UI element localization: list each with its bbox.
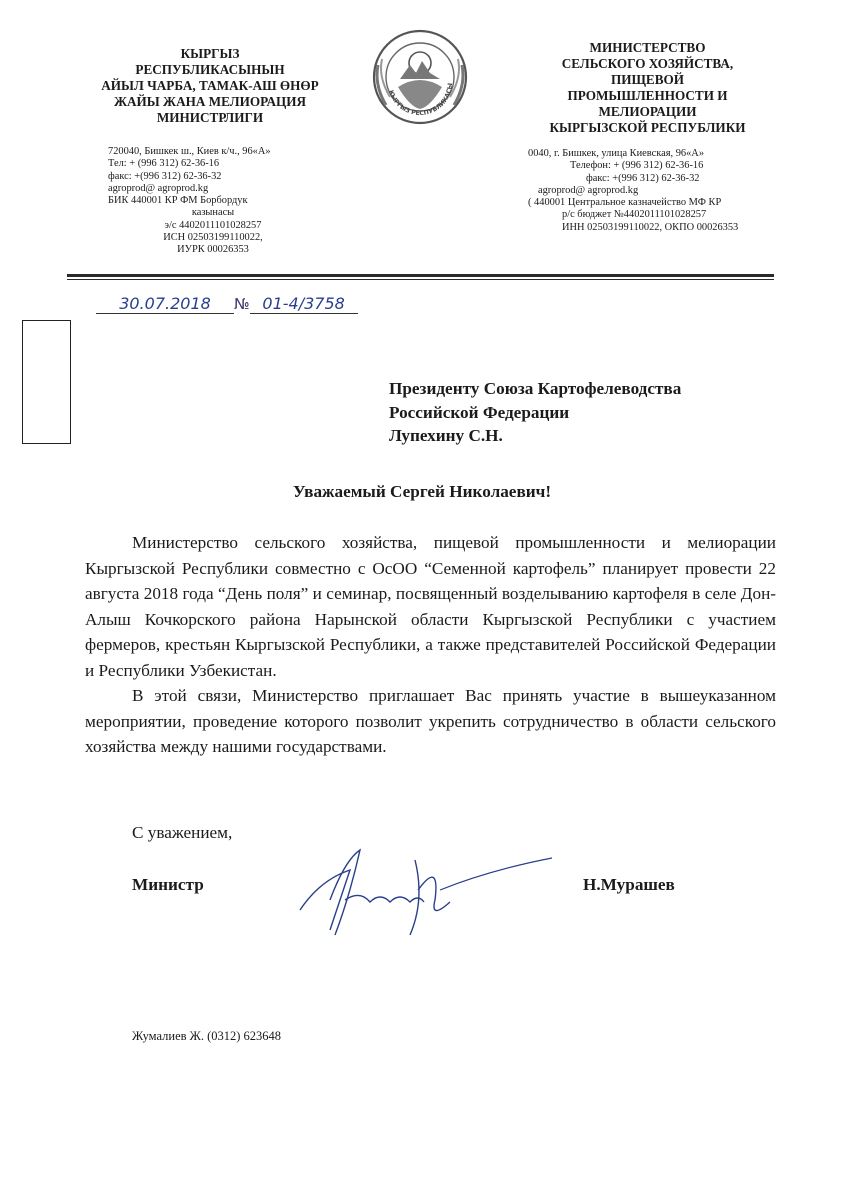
addressee-block [389, 377, 681, 448]
address-line: 720040, Бишкек ш., Киев к/ч., 96«А» [108, 146, 271, 157]
address-line: ИСН 02503199110022, [163, 232, 263, 244]
address-line: факс: +(996 312) 62-36-32 [586, 172, 700, 184]
stamp-box [22, 320, 71, 444]
executor-contact: Жумалиев Ж. (0312) 623648 [132, 1029, 282, 1043]
org-line: АЙЫЛ ЧАРБА, ТАМАК-АШ ӨНӨР [101, 78, 319, 93]
address-line: agroprod@ agroprod.kg [538, 184, 639, 196]
org-line: МИНИСТРЛИГИ [156, 110, 264, 125]
registration-line [96, 294, 358, 314]
org-line: КЫРГЫЗСКОЙ РЕСПУБЛИКИ [549, 120, 746, 135]
state-emblem-icon [370, 25, 470, 129]
address-line: Телефон: + (996 312) 62-36-16 [570, 160, 704, 172]
signatory-name: Н.Мурашев [583, 875, 675, 894]
address-line: ИУРК 00026353 [177, 244, 249, 256]
registration-number: 01-4/3758 [250, 294, 358, 314]
address-block-kyrgyz [108, 146, 318, 257]
header-divider-thin [67, 279, 774, 280]
closing: С уважением, [132, 823, 233, 842]
org-line: СЕЛЬСКОГО ХОЗЯЙСТВА, [561, 56, 734, 71]
registration-date: 30.07.2018 [96, 294, 234, 314]
org-name-russian [515, 40, 780, 136]
body-paragraph: В этой связи, Министерство приглашает Вас принять участие в вышеуказанном мероприятии, проведение которого позволит укрепить сотрудничество в области сельского хозяйства между нашими государствами. [85, 686, 776, 756]
org-line: МЕЛИОРАЦИИ [598, 104, 697, 119]
address-line: Тел: + (996 312) 62-36-16 [108, 158, 220, 170]
header-divider [67, 274, 774, 277]
number-sign: № [234, 295, 250, 313]
org-line: ПИЩЕВОЙ [610, 72, 685, 87]
org-line: РЕСПУБЛИКАСЫНЫН [135, 62, 285, 77]
org-line: КЫРГЫЗ [180, 46, 240, 61]
address-line: agroprod@ agroprod.kg [108, 182, 209, 194]
org-line: ЖАЙЫ ЖАНА МЕЛИОРАЦИЯ [113, 94, 307, 109]
body-paragraph: Министерство сельского хозяйства, пищевой промышленности и мелиорации Кыргызской Республики совместно с ОсОО “Семенной картофель” планирует провести 22 августа 2018 года “День поля” и семинар, посвященный возделыванию картофеля в селе Дон-Алыш Кочкорского района Нарынской области Кыргызской Республики с участием фермеров, крестьян Кыргызской Республики, а также представителей Российской Федерации и Республики Узбекистан. [85, 533, 776, 680]
address-line: э/с 4402011101028257 [164, 219, 262, 231]
address-line: ИНН 02503199110022, ОКПО 00026353 [562, 221, 739, 233]
addressee-line: Российской Федерации [389, 402, 570, 422]
org-line: МИНИСТЕРСТВО [589, 40, 706, 55]
address-line: 0040, г. Бишкек, улица Киевская, 96«А» [528, 148, 705, 159]
addressee-line: Лупехину С.Н. [389, 426, 503, 445]
address-line: казынасы [191, 207, 235, 219]
letter-body [85, 530, 776, 760]
signatory-title: Министр [132, 875, 204, 894]
emblem-ring-text: КЫРГЫЗ РЕСПУБЛИКАСЫ [387, 82, 455, 118]
signature-icon [290, 840, 570, 950]
org-name-kyrgyz [60, 46, 360, 126]
address-block-russian [528, 148, 778, 234]
address-line: БИК 440001 КР ФМ Борбордук [108, 195, 248, 207]
org-line: ПРОМЫШЛЕННОСТИ И [567, 88, 728, 103]
address-line: р/с бюджет №4402011101028257 [562, 209, 707, 221]
address-line: ( 440001 Центральное казначейство МФ КР [528, 197, 722, 209]
addressee-line: Президенту Союза Картофелеводства [389, 379, 682, 398]
salutation: Уважаемый Сергей Николаевич! [292, 482, 552, 501]
address-line: факс: +(996 312) 62-36-32 [108, 170, 222, 182]
